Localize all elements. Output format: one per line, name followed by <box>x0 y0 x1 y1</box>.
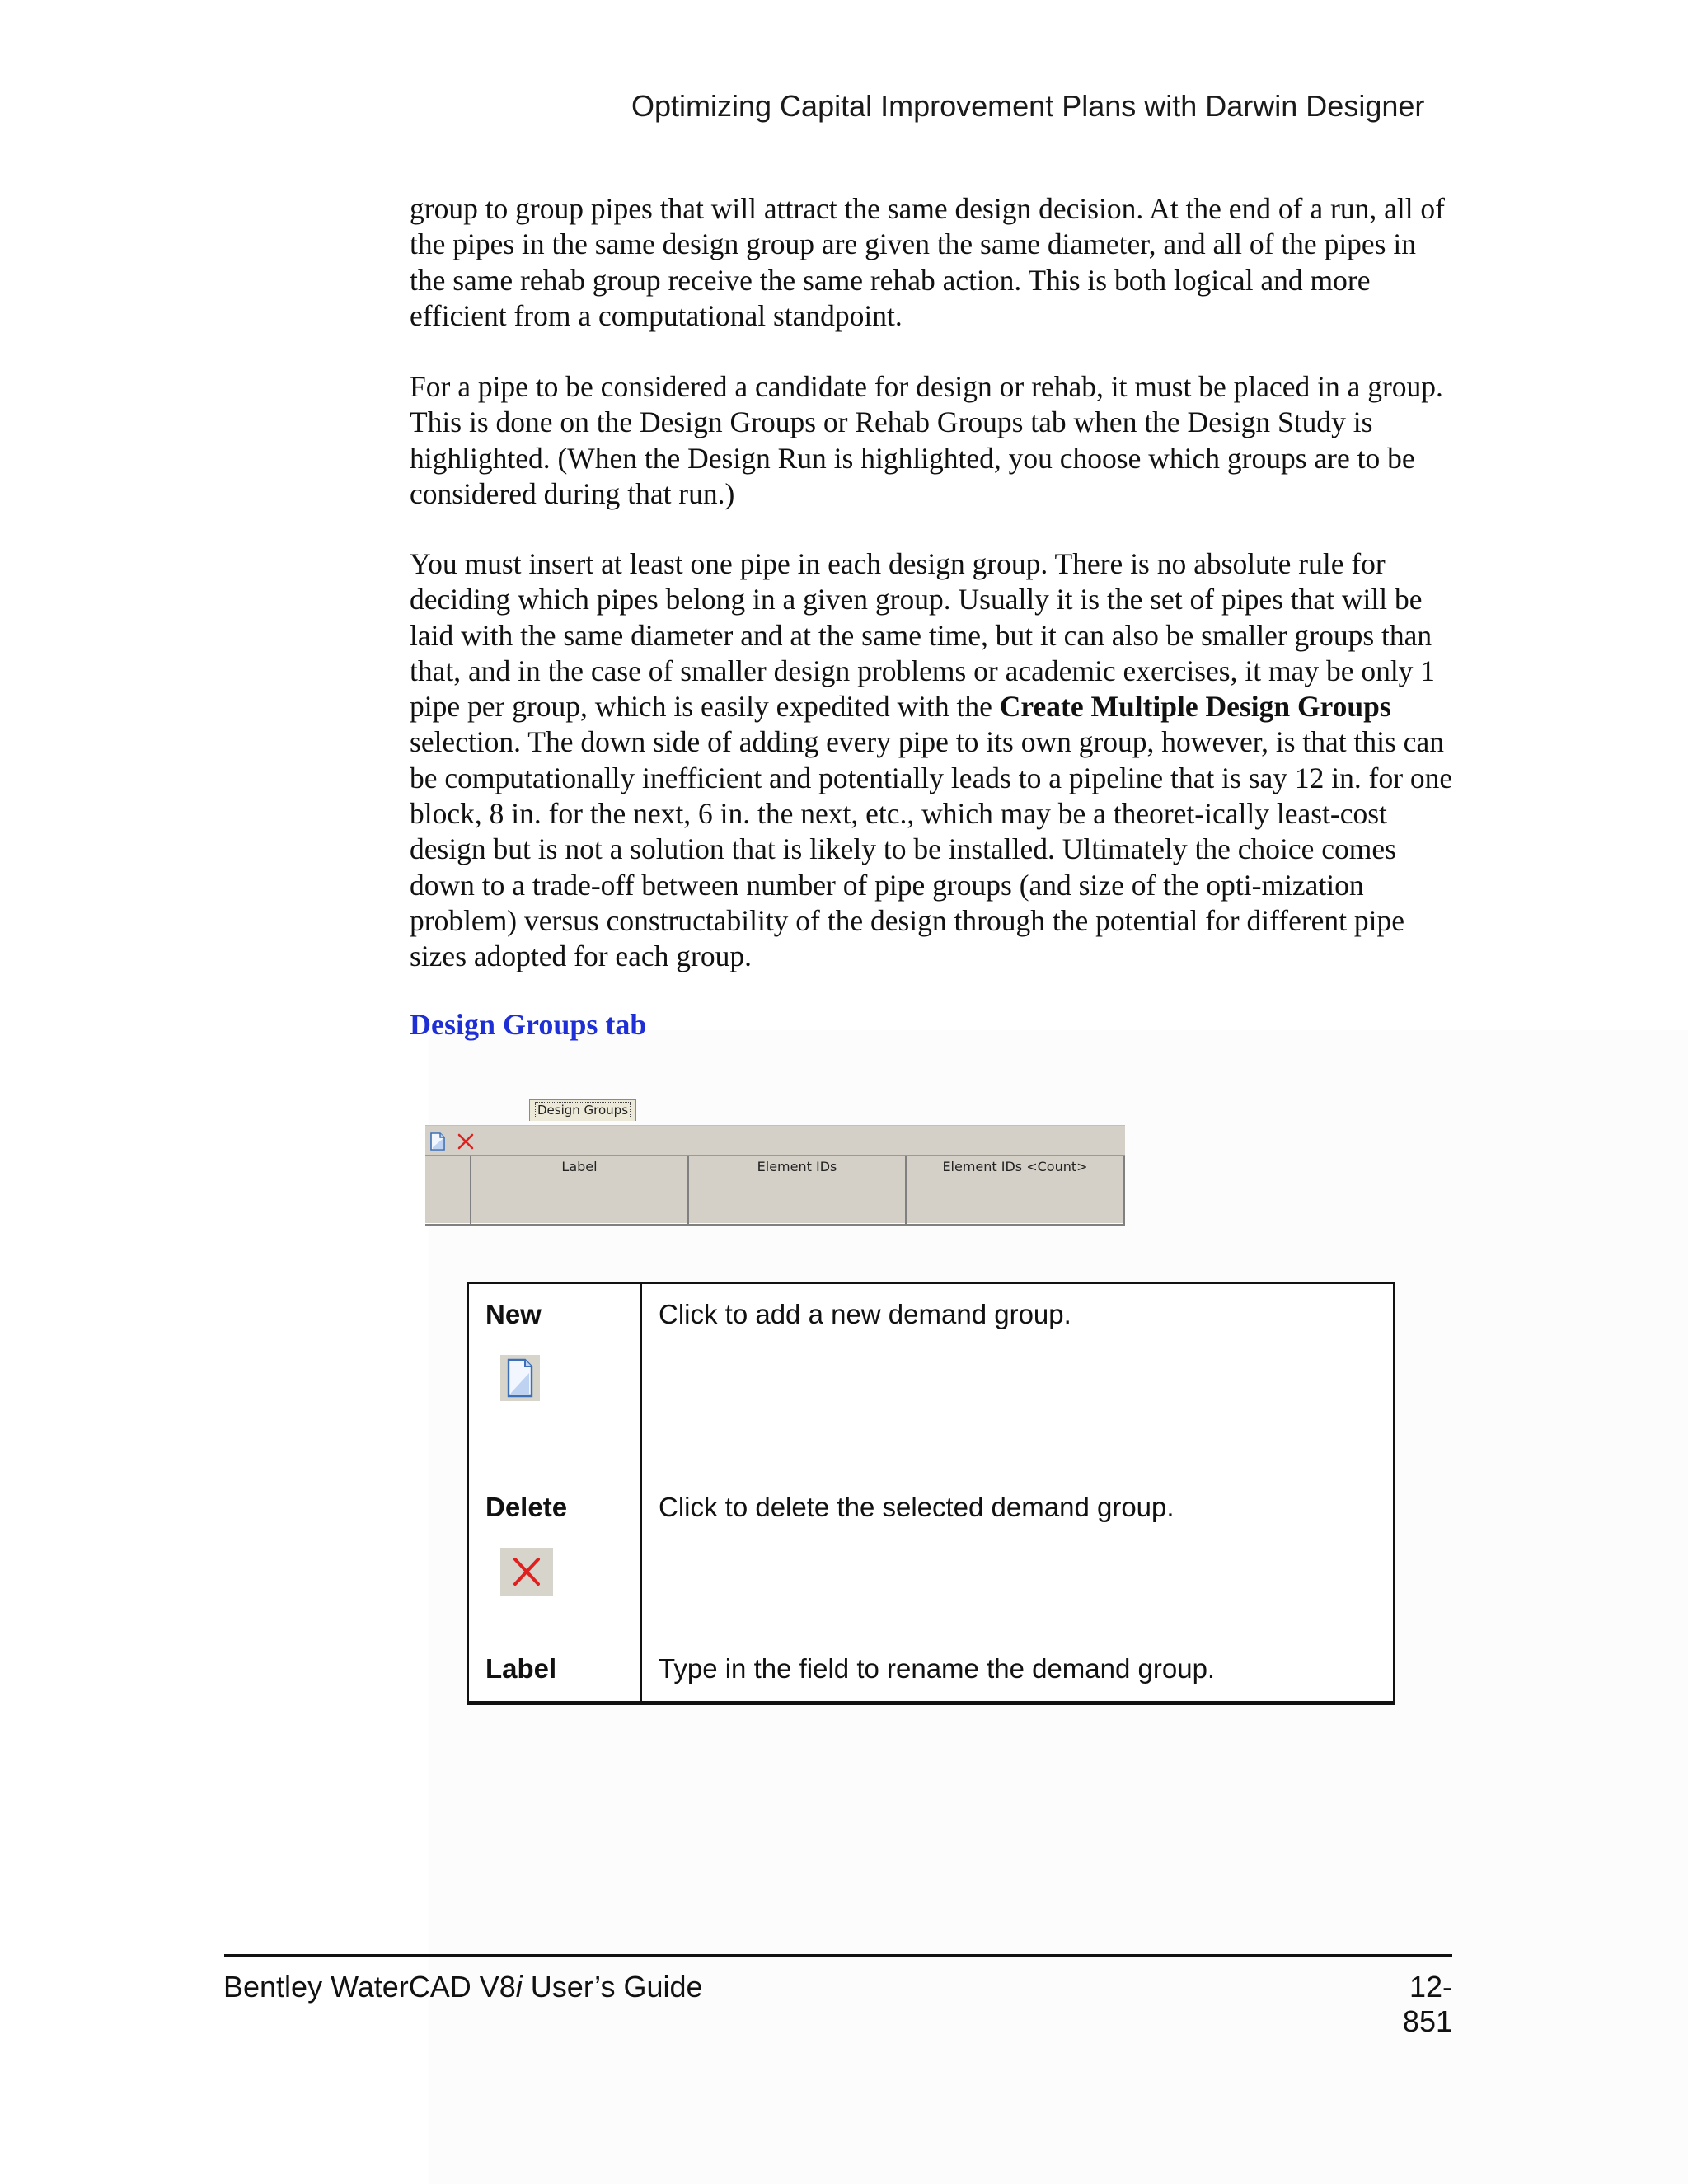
section-heading: Design Groups tab <box>410 1008 647 1041</box>
table-column-divider <box>640 1284 642 1701</box>
desc-delete: Click to delete the selected demand group. <box>659 1492 1175 1522</box>
toolbar-reference-table <box>467 1282 1395 1705</box>
term-delete: Delete <box>485 1492 568 1522</box>
paragraph-1: group to group pipes that will attract the same design decision. At the end of a run, all of the pipes in the same design group are given the same diameter, and all of the pipes in the same rehab group receive the same rehab action. This is both logical and more efficient from a computational standpoint. <box>410 192 1446 332</box>
grid-bottom-edge <box>425 1224 1125 1226</box>
grid-header <box>425 1155 1125 1224</box>
term-new: New <box>485 1299 542 1329</box>
delete-icon-sample <box>500 1548 553 1596</box>
footer-guide-italic: i <box>515 1970 523 2004</box>
column-label[interactable]: Label <box>471 1156 689 1224</box>
desc-label: Type in the field to rename the demand group. <box>659 1653 1216 1684</box>
toolbar <box>425 1126 1125 1155</box>
create-multiple-design-groups-term: Create Multiple Design Groups <box>999 690 1391 724</box>
design-groups-screenshot <box>425 1099 1125 1223</box>
paragraph-2: For a pipe to be considered a candidate for design or rehab, it must be placed in a group. This is done on the Design Groups or Rehab Groups tab when the Design Study is highlighted. (When the Design Run is highlighted, you choose which groups are to be considered during that run.) <box>410 370 1443 510</box>
new-document-icon <box>427 1131 448 1152</box>
footer-rule <box>224 1954 1452 1957</box>
paragraph-3-text-b: selection. The down side of adding every pipe to its own group, however, is that this can be computationally inefficient and potentially leads to a pipeline that is say 12 in. for one block, 8 in. for the next, 6 in. the next, etc., which may be a theoret-ically least-cost design but is not a solution that is likely to be installed. Ultimately the choice comes down to a trade-off between number of pipe groups (and size of the opti-mization problem) versus constructability of the design through the potential for different pipe sizes adopted for each group. <box>410 725 1453 973</box>
delete-x-icon <box>455 1131 476 1152</box>
footer-guide-prefix: Bentley WaterCAD V8 <box>223 1970 516 2004</box>
running-header: Optimizing Capital Improvement Plans with Darwin Designer <box>631 89 1425 123</box>
footer-guide-title <box>223 1970 703 2004</box>
tab-design-groups[interactable] <box>529 1099 636 1121</box>
page-number: 12-851 <box>1402 1970 1452 2038</box>
delete-x-icon <box>500 1548 553 1596</box>
tab-design-groups-label: Design Groups <box>535 1102 631 1118</box>
column-element-ids-count[interactable]: Element IDs <Count> <box>907 1156 1125 1224</box>
delete-button[interactable] <box>455 1131 476 1152</box>
new-button[interactable] <box>427 1131 448 1152</box>
paragraph-3 <box>410 546 1456 975</box>
desc-new: Click to add a new demand group. <box>659 1299 1071 1329</box>
new-document-icon <box>500 1355 540 1401</box>
term-label: Label <box>485 1653 557 1684</box>
paragraph-3-text-a: You must insert at least one pipe in each design group. There is no absolute rule for deciding which pipes belong in a given group. Usually it is the set of pipes that will be laid with the same diameter and at the same time, but it can also be smaller groups than that, and in the case of smaller design problems or academic exercises, it may be only 1 pipe per group, which is easily expedited with the <box>410 547 1436 724</box>
design-groups-panel <box>425 1125 1125 1223</box>
column-element-ids[interactable]: Element IDs <box>689 1156 907 1224</box>
footer-guide-suffix: User’s Guide <box>522 1970 703 2004</box>
row-selector-column <box>425 1156 471 1224</box>
new-icon-sample <box>500 1355 540 1401</box>
